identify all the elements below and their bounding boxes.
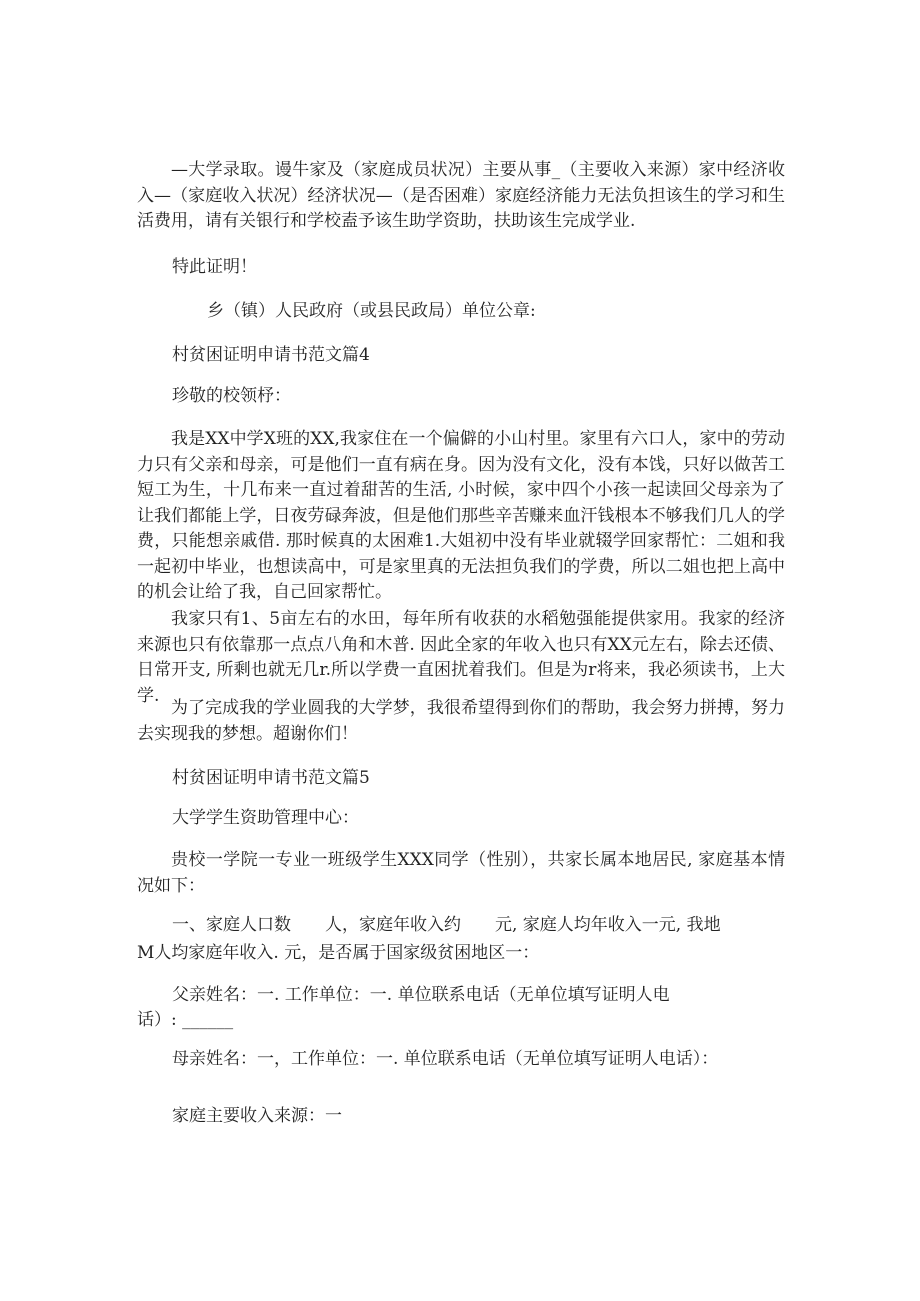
- father-info-line-2: 话）: ______: [137, 1010, 234, 1030]
- family-info-line-1: 一、家庭人口数 人，家庭年收入约 元, 家庭人均年收入一元, 我地: [172, 915, 721, 935]
- salutation-4: 珍敬的校领杼：: [172, 386, 291, 406]
- paragraph-request-help: 为了完成我的学业圆我的大学梦，我很希望得到你们的帮助，我会努力拼搏，努力去实现我的梦想。超谢你们！: [137, 698, 785, 744]
- paragraph-family-situation: 我是XX中学X班的XX,我家住在一个偏僻的小山村里。家里有六口人，家中的劳动力只有父亲和母亲，可是他们一直有病在身。因为没有文化，没有本饯，只好以做苦工短工为生，十几布来一直过着甜苦的生活, 小时候，家中四个小孩一起读回父母亲为了让我们都能上学，日夜劳碌奔波，但是他们那些辛苦赚来血汗钱根本不够我们几人的学费，只能想亲戚借. 那时候真的太困难1.大姐初中没有毕业就辍学回家帮忙：二姐和我一起初中毕业，也想读高中，可是家里真的无法担负我们的学费，所以二姐也把上高中的机会让给了我，自己回家帮忙。: [137, 429, 785, 602]
- certification-closing: 特此证明！: [172, 257, 257, 277]
- income-source-line: 家庭主要收入来源：一: [172, 1106, 342, 1126]
- section-heading-5: 村贫困证明申请书范文篇5: [172, 768, 370, 788]
- family-info-line-2: M人均家庭年收入. 元，是否属于国家级贫困地区一：: [137, 943, 540, 963]
- father-info-line-1: 父亲姓名：一. 工作单位：一. 单位联系电话（无单位填写证明人电: [172, 985, 670, 1005]
- paragraph-student-info: 贵校一学院一专业一班级学生XXX同学（性别），共家长属本地居民, 家庭基本情况如下：: [137, 850, 785, 896]
- salutation-5: 大学学生资助管理中心：: [172, 808, 359, 828]
- mother-info-line: 母亲姓名：一，工作单位：一. 单位联系电话（无单位填写证明人电话）：: [172, 1049, 719, 1069]
- paragraph-family-income: 我家只有1、5亩左右的水田，每年所有收获的水稻勉强能提供家用。我家的经济来源也只有依靠那一点点八角和木普. 因此全家的年收入也只有XX元左右，除去还债、日常开支, 所剩也就无几r.所以学费一直困扰着我们。但是为r将来，我必须读书，上大学.: [137, 609, 785, 706]
- section-heading-4: 村贫困证明申请书范文篇4: [172, 345, 370, 365]
- official-seal-line: 乡（镇）人民政府（或县民政局）单位公章:: [207, 301, 536, 321]
- paragraph-admission-statement: —大学录取。谩牛家及（家庭成员状况）主要从事_（主要收入来源）家中经济收入—（家庭收入状况）经济状况—（是否困难）家庭经济能力无法负担该生的学习和生活费用，请有关银行和学校盍予该生助学资助，扶助该生完成学业.: [137, 160, 785, 231]
